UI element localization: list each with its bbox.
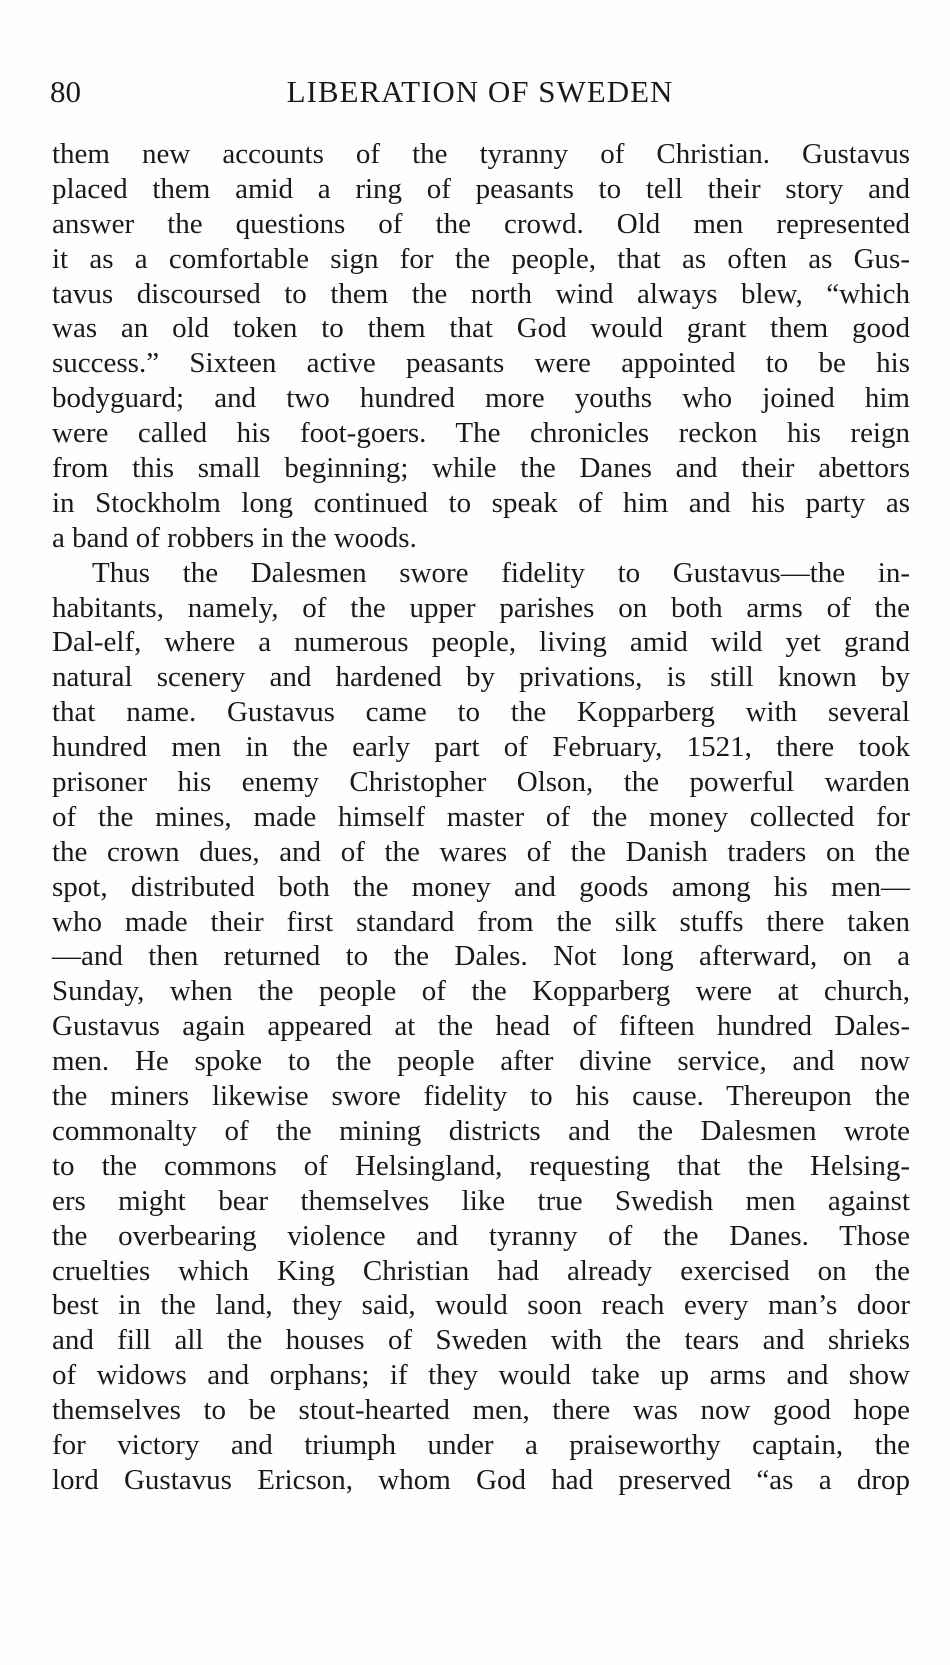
text-line: bodyguard; and two hundred more youths who joined him (52, 382, 910, 415)
text-line: hundred men in the early part of February, 1521, there took (52, 731, 910, 764)
text-line: and fill all the houses of Sweden with the tears and shrieks (52, 1324, 910, 1357)
text-line: lord Gustavus Ericson, whom God had preserved “as a drop (52, 1463, 910, 1496)
text-line: that name. Gustavus came to the Kopparberg with several (52, 696, 910, 729)
text-line: cruelties which King Christian had already exercised on the (52, 1254, 910, 1287)
text-line: a band of robbers in the woods. (52, 521, 417, 554)
text-line: best in the land, they said, would soon reach every man’s door (52, 1289, 910, 1322)
text-line: in Stockholm long continued to speak of him and his party as (52, 486, 910, 519)
text-line: who made their first standard from the silk stuffs there taken (52, 905, 910, 938)
text-line: Thus the Dalesmen swore fidelity to Gustavus—the in- (92, 556, 910, 589)
text-line: the miners likewise swore fidelity to his cause. Thereupon the (52, 1080, 910, 1113)
text-line: the crown dues, and of the wares of the Danish traders on the (52, 835, 910, 868)
text-line: to the commons of Helsingland, requesting that the Helsing- (52, 1149, 910, 1182)
text-line: —and then returned to the Dales. Not long afterward, on a (52, 940, 910, 973)
text-line: prisoner his enemy Christopher Olson, the powerful warden (52, 766, 910, 799)
text-line: of widows and orphans; if they would take up arms and show (52, 1359, 910, 1392)
text-line: commonalty of the mining districts and the Dalesmen wrote (52, 1114, 910, 1147)
text-line: was an old token to them that God would grant them good (52, 312, 910, 345)
text-line: of the mines, made himself master of the money collected for (52, 800, 910, 833)
running-title: LIBERATION OF SWEDEN (286, 74, 674, 109)
text-line: the overbearing violence and tyranny of the Danes. Those (52, 1219, 910, 1252)
text-line: Sunday, when the people of the Kopparberg were at church, (52, 975, 910, 1008)
paragraph (52, 556, 910, 1498)
text-line: them new accounts of the tyranny of Christian. Gustavus (52, 138, 910, 170)
page-number: 80 (50, 74, 81, 109)
text-line: Dal-elf, where a numerous people, living amid wild yet grand (52, 626, 910, 659)
text-line: natural scenery and hardened by privations, is still known by (52, 661, 910, 694)
text-line: spot, distributed both the money and goods among his men— (52, 870, 910, 903)
body-text (52, 137, 910, 1498)
paragraph (52, 137, 910, 556)
text-line: it as a comfortable sign for the people, that as often as Gus- (52, 242, 910, 275)
page-header (50, 72, 910, 122)
text-line: for victory and triumph under a praiseworthy captain, the (52, 1428, 910, 1461)
text-line: men. He spoke to the people after divine service, and now (52, 1045, 910, 1078)
text-line: from this small beginning; while the Danes and their abettors (52, 452, 910, 485)
text-line: Gustavus again appeared at the head of fifteen hundred Dales- (52, 1010, 910, 1043)
text-line: placed them amid a ring of peasants to tell their story and (52, 172, 910, 205)
text-line: themselves to be stout-hearted men, there was now good hope (52, 1394, 910, 1427)
text-line: ers might bear themselves like true Swedish men against (52, 1184, 910, 1217)
text-line: answer the questions of the crowd. Old men represented (52, 207, 910, 240)
text-line: habitants, namely, of the upper parishes on both arms of the (52, 591, 910, 624)
text-line: success.” Sixteen active peasants were appointed to be his (52, 347, 910, 380)
text-line: were called his foot-goers. The chronicles reckon his reign (52, 417, 910, 450)
text-line: tavus discoursed to them the north wind always blew, “which (52, 277, 910, 310)
